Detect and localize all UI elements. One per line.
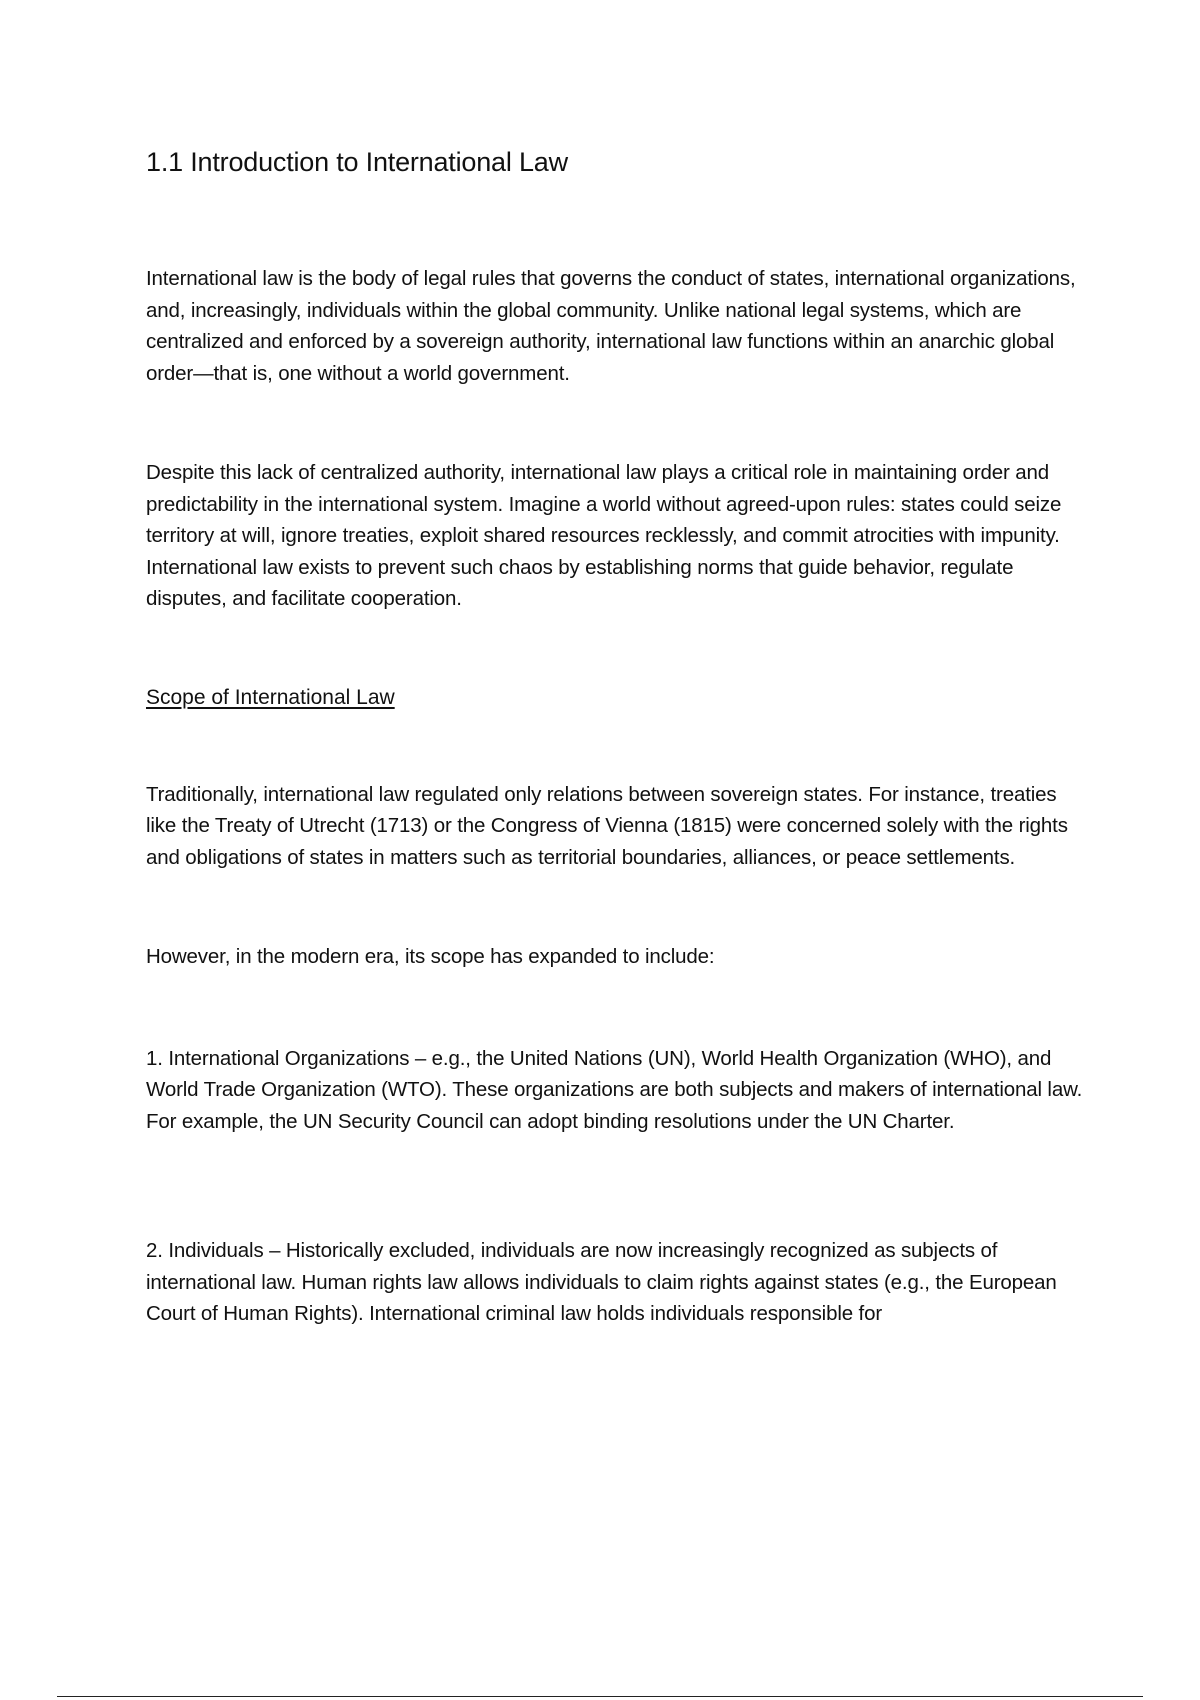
- list-item-individuals: 2. Individuals – Historically excluded, individuals are now increasingly recognized as subjects of international law. Human rights law allows individuals to claim rights against states (e.g., the European Court of Human Rights). International criminal law holds individuals responsible for: [146, 1239, 1057, 1325]
- list-item-organizations: 1. International Organizations – e.g., the United Nations (UN), World Health Organization (WHO), and World Trade Organization (WTO). These organizations are both subjects and makers of international law. For example, the UN Security Council can adopt binding resolutions under the UN Charter.: [146, 1046, 1083, 1133]
- scope-subheading: Scope of International Law: [146, 685, 395, 709]
- modern-scope-paragraph: However, in the modern era, its scope has expanded to include:: [146, 945, 715, 968]
- document-body: [146, 144, 1086, 1330]
- page-bottom-rule: [57, 1696, 1143, 1697]
- section-title: 1.1 Introduction to International Law: [146, 147, 568, 177]
- intro-paragraph: International law is the body of legal rules that governs the conduct of states, international organizations, and, increasingly, individuals within the global community. Unlike national legal systems, which are centralized and enforced by a sovereign authority, international law functions within an anarchic global order—that is, one without a world government.: [146, 267, 1076, 385]
- purpose-paragraph: Despite this lack of centralized authority, international law plays a critical role in maintaining order and predictability in the international system. Imagine a world without agreed-upon rules: states could seize territory at will, ignore treaties, exploit shared resources recklessly, and commit atrocities with impunity. International law exists to prevent such chaos by establishing norms that guide behavior, regulate disputes, and facilitate cooperation.: [146, 461, 1062, 610]
- traditional-scope-paragraph: Traditionally, international law regulated only relations between sovereign states. For instance, treaties like the Treaty of Utrecht (1713) or the Congress of Vienna (1815) were concerned solely with the rights and obligations of states in matters such as territorial boundaries, alliances, or peace settlements.: [146, 782, 1068, 869]
